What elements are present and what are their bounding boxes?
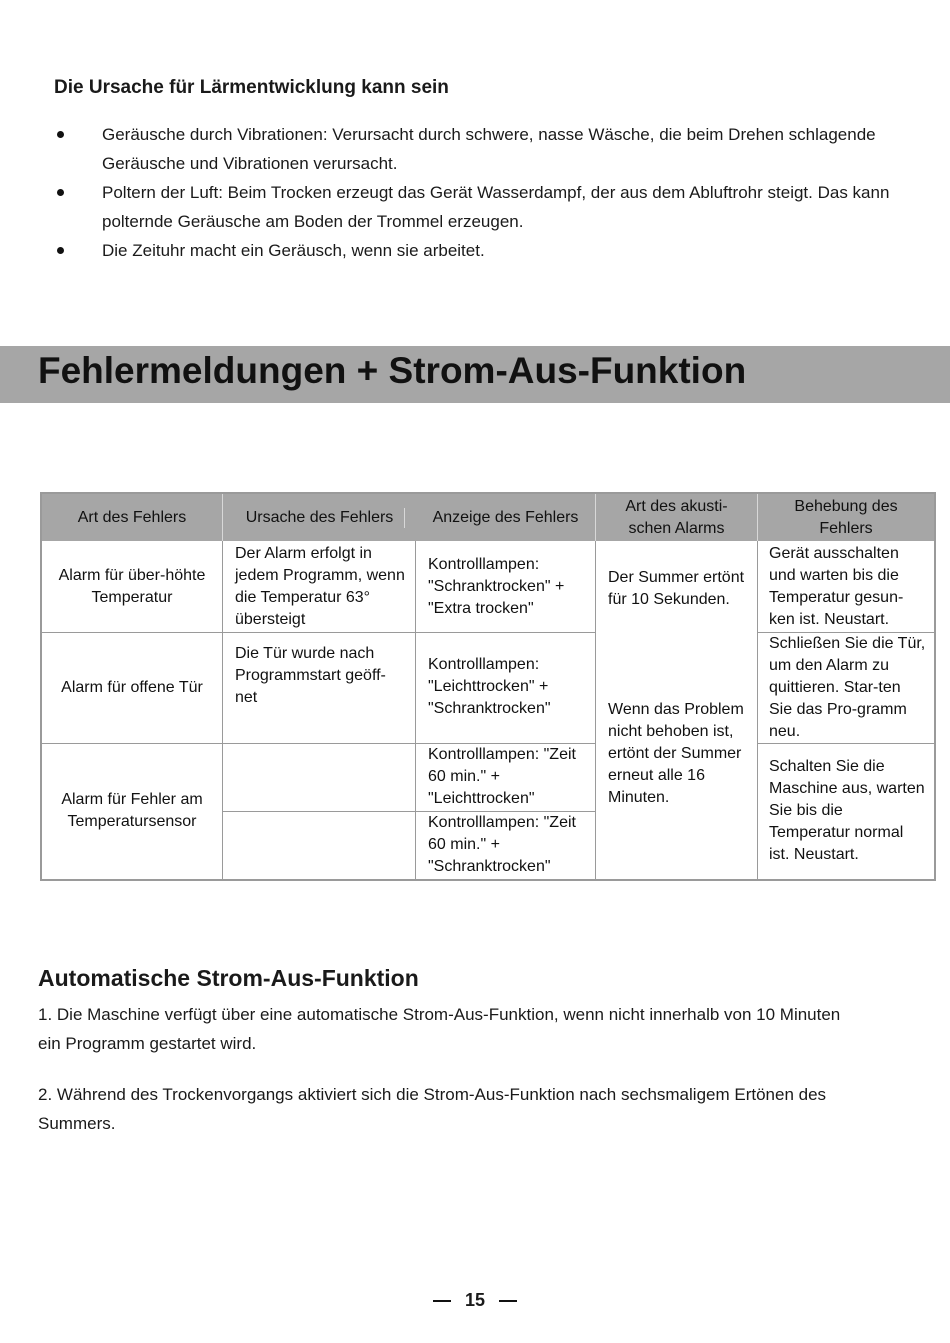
header-error-type: Art des Fehlers: [77, 508, 187, 526]
header-error-display: Anzeige des Fehlers: [432, 508, 579, 526]
list-item: [54, 120, 904, 178]
auto-off-paragraph-2: 2. Während des Trockenvorgangs aktiviert sich die Strom-Aus-Funktion nach sechsmaligem Ertönen des Summers.: [38, 1085, 827, 1133]
bullet-text: Poltern der Luft: Beim Trocken erzeugt das Gerät Wasserdampf, der aus dem Abluftrohr steigt. Das kann polternde Geräusche am Boden der Trommel erzeugen.: [102, 183, 890, 231]
header-alarm-type: [596, 494, 757, 541]
table-cell-fix: Schließen Sie die Tür, um den Alarm zu quittieren. Star-ten Sie das Pro-gramm neu.: [769, 635, 926, 740]
page-number: 15: [464, 1290, 486, 1310]
table-cell-type: Alarm für über-höhte Temperatur: [58, 566, 206, 606]
bullet-text: Geräusche durch Vibrationen: Verursacht durch schwere, nasse Wäsche, die beim Drehen schlagende Geräusche und Vibrationen verursacht.: [102, 125, 876, 173]
row-divider: [757, 743, 934, 744]
section-banner: [0, 346, 950, 403]
table-cell-alarm: Wenn das Problem nicht behoben ist, ertönt der Summer erneut alle 16 Minuten.: [608, 701, 744, 806]
column-divider: [757, 541, 758, 879]
column-divider: [595, 541, 596, 879]
header-fix-line2: Fehlers: [819, 519, 873, 537]
dash-icon: [433, 1300, 451, 1302]
header-error-cause: Ursache des Fehlers: [245, 508, 394, 526]
header-fix: [758, 494, 934, 541]
table-cell-display: Kontrolllampen: "Schranktrocken" + "Extra trocken": [428, 556, 565, 617]
header-alarm-type-line1: Art des akusti-: [625, 497, 728, 515]
bullet-text: Die Zeituhr macht ein Geräusch, wenn sie arbeitet.: [102, 241, 485, 260]
noise-causes-list: [54, 120, 904, 265]
page-footer: [0, 1290, 950, 1311]
auto-off-heading: Automatische Strom-Aus-Funktion: [38, 965, 419, 991]
dash-icon: [499, 1300, 517, 1302]
bullet-icon: [57, 247, 64, 254]
auto-off-paragraph-1: 1. Die Maschine verfügt über eine automatische Strom-Aus-Funktion, wenn nicht innerhalb von 10 Minuten ein Programm gestartet wird.: [38, 1005, 841, 1053]
section-title: Fehlermeldungen + Strom-Aus-Funktion: [38, 350, 747, 391]
table-cell-type: Alarm für Fehler am Temperatursensor: [61, 791, 203, 830]
header-fix-line1: Behebung des: [794, 497, 898, 515]
table-cell-alarm: Der Summer ertönt für 10 Sekunden.: [608, 569, 745, 608]
table-cell-display: Kontrolllampen: "Zeit 60 min." + "Schranktrocken": [428, 814, 576, 875]
table-cell-type: Alarm für offene Tür: [61, 678, 203, 696]
table-cell-cause: Der Alarm erfolgt in jedem Programm, wenn die Temperatur 63° übersteigt: [235, 545, 405, 628]
list-item: [54, 178, 904, 236]
table-cell-fix: Schalten Sie die Maschine aus, warten Sie bis die Temperatur normal ist. Neustart.: [769, 758, 925, 863]
header-divider: [404, 508, 405, 528]
bullet-icon: [57, 189, 64, 196]
list-item: [54, 236, 904, 265]
table-cell-fix: Gerät ausschalten und warten bis die Temperatur gesun-ken ist. Neustart.: [769, 545, 904, 628]
table-cell-display: Kontrolllampen: "Zeit 60 min." + "Leichttrocken": [428, 746, 576, 807]
table-cell-cause: Die Tür wurde nach Programmstart geöff-net: [235, 645, 386, 706]
bullet-icon: [57, 131, 64, 138]
header-alarm-type-line2: schen Alarms: [628, 519, 725, 537]
column-divider: [222, 541, 223, 879]
noise-heading: Die Ursache für Lärmentwicklung kann sein: [54, 77, 449, 98]
error-table: [40, 492, 936, 881]
table-header: [42, 494, 934, 541]
column-divider: [415, 541, 416, 879]
table-cell-display: Kontrolllampen: "Leichttrocken" + "Schranktrocken": [428, 656, 551, 717]
